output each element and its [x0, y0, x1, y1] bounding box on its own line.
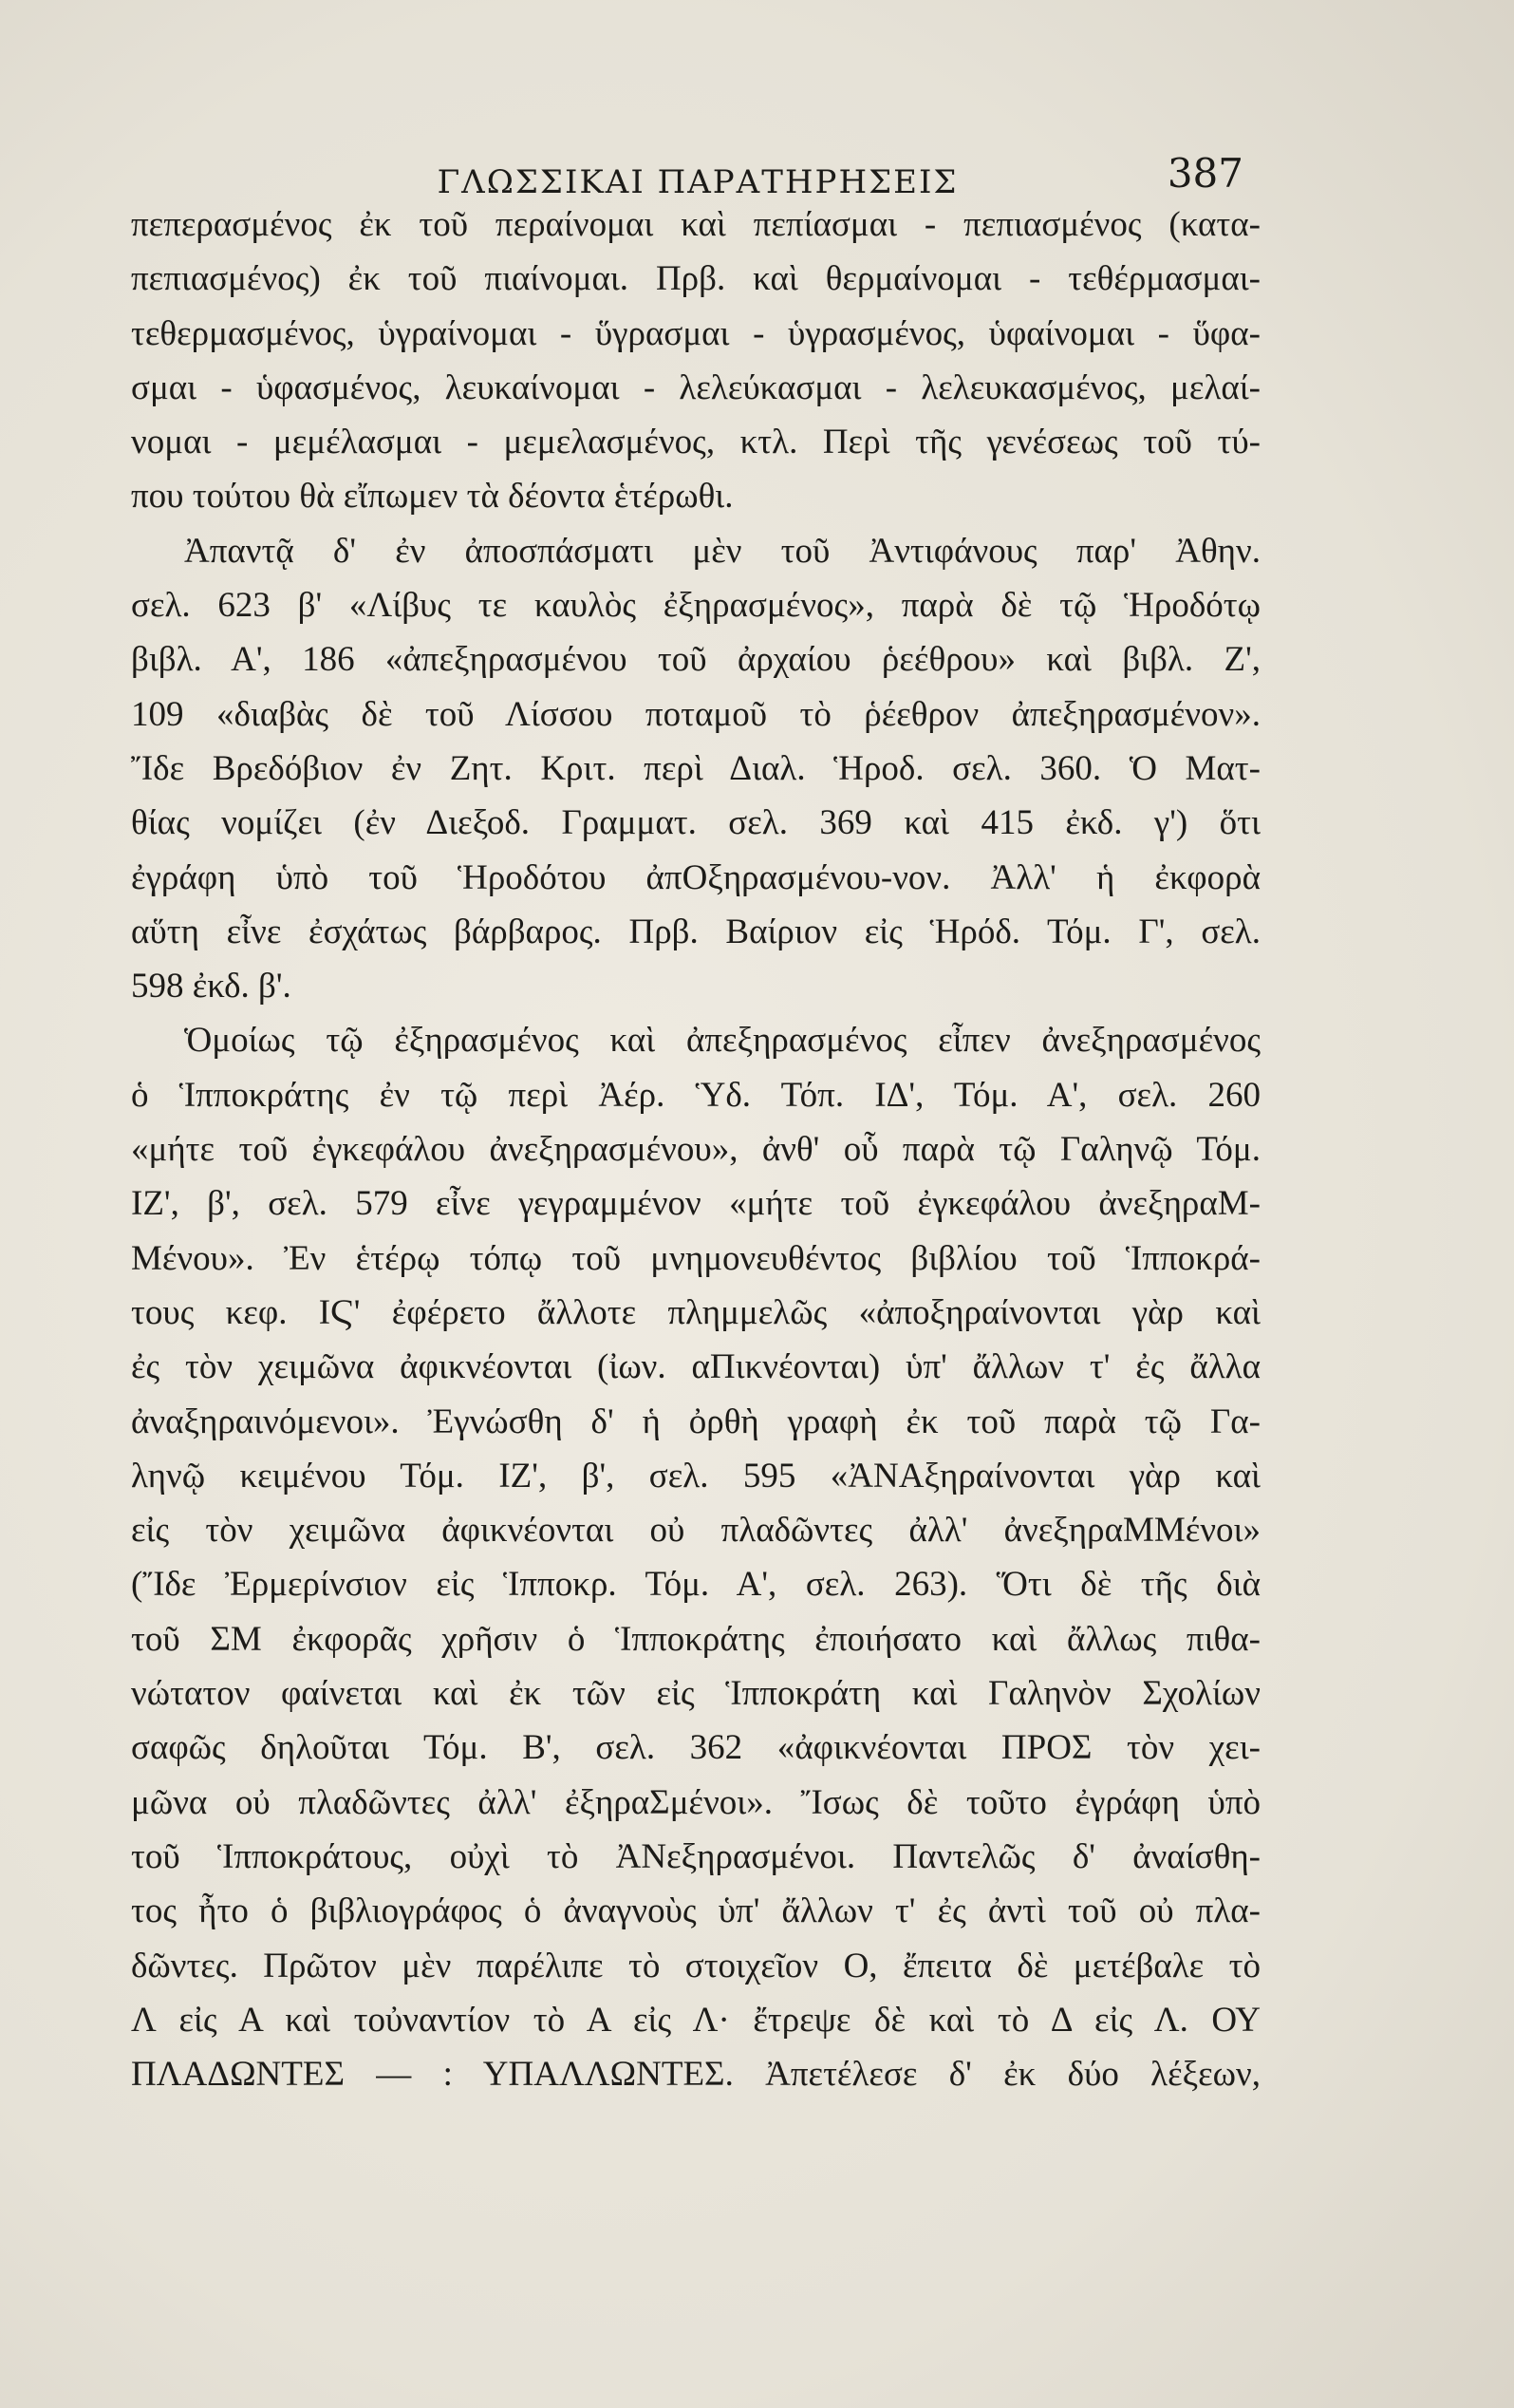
text-line: σελ. 623 β' «Λίβυς τε καυλὸς ἐξηρασμένος», παρὰ δὲ τῷ Ἡροδότῳ [131, 586, 1261, 626]
text-line: που τούτου θὰ εἴπωμεν τὰ δέοντα ἑτέρωθι. [131, 477, 734, 517]
text-line: τοῦ Ἱπποκράτους, οὐχὶ τὸ ἈΝεξηρασμένοι. Παντελῶς δ' ἀναίσθη- [131, 1836, 1261, 1876]
text-line: τοῦ ΣΜ ἐκφορᾶς χρῆσιν ὁ Ἱπποκράτης ἐποιήσατο καὶ ἄλλως πιθα- [131, 1619, 1261, 1659]
text-line: ἐγράφη ὑπὸ τοῦ Ἡροδότου ἀπΟξηρασμένου-νον. Ἀλλ' ἡ ἐκφορὰ [131, 857, 1261, 897]
text-line: τους κεφ. ΙϚ' ἐφέρετο ἄλλοτε πλημμελῶς «ἀποξηραίνονται γὰρ καὶ [131, 1292, 1261, 1332]
text-line: μῶνα οὐ πλαδῶντες ἀλλ' ἐξηραΣμένοι». Ἴσως δὲ τοῦτο ἐγράφη ὑπὸ [131, 1782, 1261, 1822]
text-line: νομαι - μεμέλασμαι - μεμελασμένος, κτλ. Περὶ τῆς γενέσεως τοῦ τύ- [131, 423, 1261, 462]
page-number: 387 [1167, 150, 1243, 197]
text-line: νώτατον φαίνεται καὶ ἐκ τῶν εἰς Ἱπποκράτη καὶ Γαληνὸν Σχολίων [131, 1674, 1261, 1714]
body-text [131, 198, 1261, 2101]
text-line: εἰς τὸν χειμῶνα ἀφικνέονται οὐ πλαδῶντες ἀλλ' ἀνεξηραΜΜένοι» [131, 1511, 1261, 1551]
text-line: σαφῶς δηλοῦται Τόμ. Β', σελ. 362 «ἀφικνέονται ΠΡΟΣ τὸν χει- [131, 1728, 1261, 1768]
text-line: ἀναξηραινόμενοι». Ἐγνώσθη δ' ἡ ὀρθὴ γραφὴ ἐκ τοῦ παρὰ τῷ Γα- [131, 1402, 1261, 1441]
text-line: πεπερασμένος ἐκ τοῦ περαίνομαι καὶ πεπίασμαι - πεπιασμένος (κατα- [131, 205, 1261, 244]
text-line: πεπιασμένος) ἐκ τοῦ πιαίνομαι. Πρβ. καὶ θερμαίνομαι - τεθέρμασμαι- [131, 259, 1261, 299]
text-line: ὁ Ἱπποκράτης ἐν τῷ περὶ Ἀέρ. Ὑδ. Τόπ. ΙΔ', Τόμ. Α', σελ. 260 [131, 1075, 1261, 1115]
text-line: αὕτη εἶνε ἐσχάτως βάρβαρος. Πρβ. Βαίριον εἰς Ἡρόδ. Τόμ. Γ', σελ. [131, 912, 1261, 951]
text-line: σμαι - ὑφασμένος, λευκαίνομαι - λελεύκασμαι - λελευκασμένος, μελαί- [131, 367, 1261, 407]
text-line: Λ εἰς Α καὶ τοὐναντίον τὸ Α εἰς Λ· ἔτρεψε δὲ καὶ τὸ Δ εἰς Λ. ΟΥ [131, 2000, 1261, 2040]
text-line: δῶντες. Πρῶτον μὲν παρέλιπε τὸ στοιχεῖον Ο, ἔπειτα δὲ μετέβαλε τὸ [131, 1946, 1261, 1985]
text-line: Μένου». Ἐν ἑτέρῳ τόπῳ τοῦ μνημονευθέντος βιβλίου τοῦ Ἱπποκρά- [131, 1238, 1261, 1278]
text-line: 109 «διαβὰς δὲ τοῦ Λίσσου ποταμοῦ τὸ ῥέεθρον ἀπεξηρασμένον». [131, 694, 1261, 734]
text-line: τος ἦτο ὁ βιβλιογράφος ὁ ἀναγνοὺς ὑπ' ἄλλων τ' ἐς ἀντὶ τοῦ οὐ πλα- [131, 1891, 1261, 1931]
text-line: Ἀπαντᾷ δ' ἐν ἀποσπάσματι μὲν τοῦ Ἀντιφάνους παρ' Ἀθην. [184, 531, 1261, 571]
text-line: (Ἴδε Ἐρμερίνσιον εἰς Ἱπποκρ. Τόμ. Α', σελ. 263). Ὅτι δὲ τῆς διὰ [131, 1565, 1261, 1605]
text-line: Ὁμοίως τῷ ἐξηρασμένος καὶ ἀπεξηρασμένος εἶπεν ἀνεξηρασμένος [184, 1021, 1261, 1061]
running-title: ΓΛΩΣΣΙΚΑΙ ΠΑΡΑΤΗΡΗΣΕΙΣ [437, 163, 959, 201]
text-line: ληνῷ κειμένου Τόμ. ΙΖ', β', σελ. 595 «ἈΝΑξηραίνονται γὰρ καὶ [131, 1456, 1261, 1496]
text-line: ΠΛΑΔΩΝΤΕΣ — : ΥΠΑΛΛΩΝΤΕΣ. Ἀπετέλεσε δ' ἐκ δύο λέξεων, [131, 2055, 1261, 2095]
text-line: Ἴδε Βρεδόβιον ἐν Ζητ. Κριτ. περὶ Διαλ. Ἡροδ. σελ. 360. Ὁ Ματ- [131, 748, 1261, 788]
text-line: ἐς τὸν χειμῶνα ἀφικνέονται (ἰων. αΠικνέονται) ὑπ' ἄλλων τ' ἐς ἄλλα [131, 1347, 1261, 1387]
text-line: «μήτε τοῦ ἐγκεφάλου ἀνεξηρασμένου», ἀνθ' οὗ παρὰ τῷ Γαληνῷ Τόμ. [131, 1130, 1261, 1170]
text-line: τεθερμασμένος, ὑγραίνομαι - ὕγρασμαι - ὑγρασμένος, ὑφαίνομαι - ὕφα- [131, 313, 1261, 353]
text-line: βιβλ. Α', 186 «ἀπεξηρασμένου τοῦ ἀρχαίου ῥεέθρου» καὶ βιβλ. Ζ', [131, 640, 1261, 680]
text-line: 598 ἐκδ. β'. [131, 967, 291, 1006]
text-line: θίας νομίζει (ἐν Διεξοδ. Γραμματ. σελ. 369 καὶ 415 ἐκδ. γ') ὅτι [131, 803, 1261, 843]
text-line: ΙΖ', β', σελ. 579 εἶνε γεγραμμένον «μήτε τοῦ ἐγκεφάλου ἀνεξηραΜ- [131, 1184, 1261, 1224]
